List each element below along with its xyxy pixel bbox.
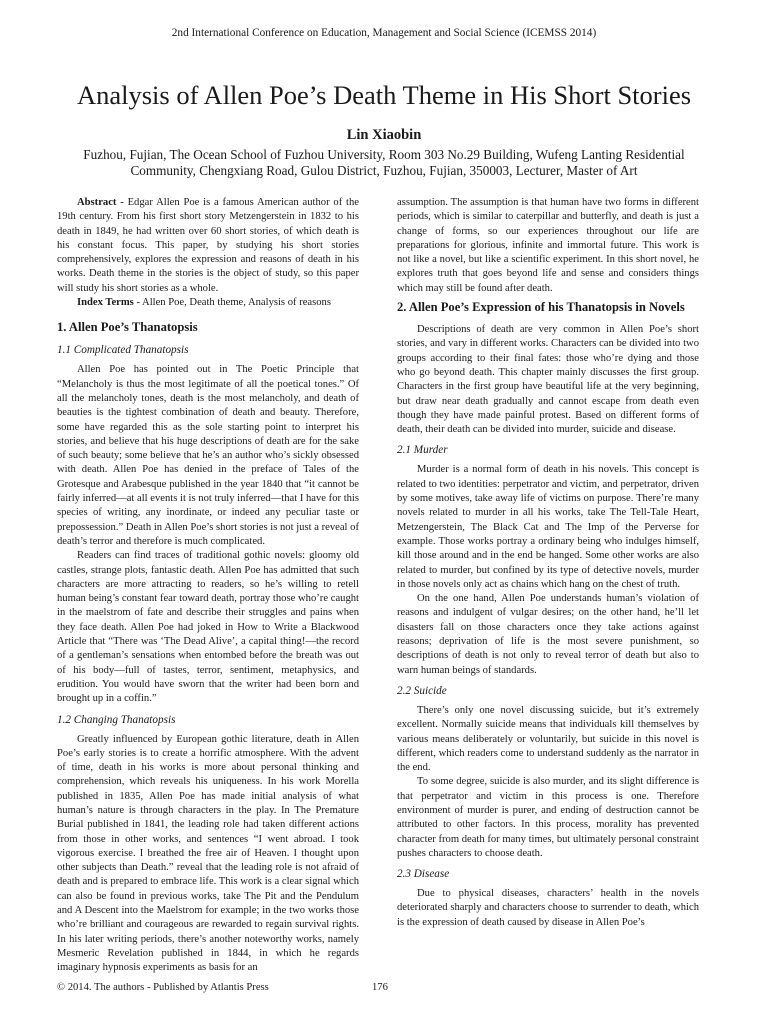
paper-title: Analysis of Allen Poe’s Death Theme in His Short Stories bbox=[76, 80, 692, 110]
body-paragraph: Descriptions of death are very common in Allen Poe’s short stories, and vary in different works. Characters can be divided into two groups according to their final fates: those who’re dying and those who go beyond death. This chapter mainly discusses the first group. Characters in the first group have beautiful life at the very beginning, but draw near death gradually and cannot escape from death even though they have made painful protest. Based on different forms of death, their death can be divided into murder, suicide and disease. bbox=[397, 324, 699, 436]
body-paragraph: There’s only one novel discussing suicide, but it’s extremely excellent. Normally suicide means that individuals kill themselves by various means deliberately or voluntarily, but suicide in this novel is different, which readers come to understand suddenly as the narrator in the end. bbox=[397, 704, 699, 774]
author-name: Lin Xiaobin bbox=[346, 127, 422, 143]
index-terms bbox=[57, 296, 359, 310]
body-paragraph: Allen Poe has pointed out in The Poetic Principle that “Melancholy is thus the most legitimate of all the poetical tones.” Of all the melancholy tones, death is the most melancholy, and death of beauties is the tightest combination of death and beauty. Therefore, some have regarded this as the sole starting point to interpret his stories, and believe that his huge descriptions of death are for the sake of such beauty; some believe that he’s an author who’s sickly obsessed with death. Allen Poe has denied in the preface of Tales of the Grotesque and Arabesque published in the year 1840 that “it cannot be fairly inferred—at all events it is not truly inferred—that I have for this species of writing, any inordinate, or indeed any peculiar taste or prepossession.” Death in Allen Poe’s short stories is not just a reveal of death’s terror and therefore is much complicated. bbox=[57, 364, 359, 547]
index-terms-text: - Allen Poe, Death theme, Analysis of reasons bbox=[136, 297, 331, 309]
body-paragraph: assumption. The assumption is that human have two forms in different periods, which is similar to caterpillar and butterfly, and death is just a change of forms, so our experiences throughout our life are preparations for glorious, infinite and immortal future. This work is not like a novel, but like a scientific experiment. In this short novel, he explores truth that goes beyond life and sense and considers things which may still be found after death. bbox=[397, 197, 699, 294]
right-column bbox=[397, 196, 699, 936]
body-paragraph: Greatly influenced by European gothic literature, death in Allen Poe’s early stories is to create a horrific atmosphere. With the advent of time, death in his works is more about personal thinking and comprehension, which reveals his uniqueness. In his work Morella published in 1835, Allen Poe has made initial analysis of what human’s nature is through characters in the play. In The Premature Burial published in 1841, the leading role had taken different actions from those in other works, and sentences “I went abroad. I took vigorous exercise. I breathed the free air of Heaven. I thought upon other subjects than Death.” reveal that the leading role is not afraid of death and is prepared to embrace life. This work is a clear signal which can also be found in previous works, take The Pit and the Pendulum and A Descent into the Maelstrom for example; in the two works those who’re brilliant and courageous are rewarded to regain survival rights. In his later writing periods, there’s another noteworthy works, namely Mesmeric Revelation published in 1844, in which he regards imaginary hypnosis experiments as basis for an bbox=[57, 733, 359, 974]
body-paragraph: Readers can find traces of traditional gothic novels: gloomy old castles, strange plots, fantastic death. Allen Poe has admitted that such characters are more attracting to readers, so he’s willing to retell human being’s constant fear toward death, portray those who’re caught in the maelstrom of fate and describe their struggles and pains when they face death. Allen Poe had joked in How to Write a Blackwood Article that “There was ‘The Dead Alive’, a capital thing!—the record of a gentleman’s sensations when entombed before the breath was out of his body—full of tastes, terror, sentiment, metaphysics, and erudition. You would have sworn that the writer had been born and brought up in a coffin.” bbox=[57, 550, 359, 705]
abstract bbox=[57, 196, 359, 296]
subsection-heading: 2.2 Suicide bbox=[397, 684, 447, 697]
author-affiliation: Fuzhou, Fujian, The Ocean School of Fuzhou University, Room 303 No.29 Building, Wufeng Lanting Residential Community, Chengxiang Road, Gulou District, Fuzhou, Fujian, 350003, Lecturer, Master of Art bbox=[83, 147, 685, 178]
body-paragraph: Due to physical diseases, characters’ health in the novels deteriorated sharply and characters choose to surrender to death, which is the expression of death caused by disease in Allen Poe’s bbox=[397, 888, 699, 928]
body-paragraph: To some degree, suicide is also murder, and its slight difference is that perpetrator and victim in this process is one. Therefore environment of murder is purer, and ending of destruction cannot be attributed to other factors. In this process, morality has prevented character from death for many times, but ultimately personal constraint pushes characters to choose death. bbox=[397, 776, 699, 859]
left-body bbox=[57, 320, 359, 975]
footer-copyright: © 2014. The authors - Published by Atlantis Press bbox=[57, 982, 269, 993]
index-terms-label: Index Terms bbox=[77, 297, 134, 309]
subsection-heading: 1.2 Changing Thanatopsis bbox=[57, 713, 176, 726]
subsection-heading: 2.1 Murder bbox=[397, 444, 448, 457]
body-paragraph: On the one hand, Allen Poe understands human’s violation of reasons and indulgent of vulgar desires; on the other hand, he’ll let disasters fall on those characters once they take actions against reasons; deprivation of life is the most severe punishment, so descriptions of death is not only to reveal terror of death but also to warn human beings of standards. bbox=[397, 593, 699, 676]
running-head: 2nd International Conference on Education, Management and Social Science (ICEMSS 2014) bbox=[171, 27, 597, 39]
left-column bbox=[57, 196, 359, 974]
right-body bbox=[397, 196, 699, 930]
abstract-label: Abstract - bbox=[77, 197, 124, 208]
subsection-heading: 1.1 Complicated Thanatopsis bbox=[57, 344, 189, 357]
page-number: 176 bbox=[372, 982, 388, 993]
section-heading: 1. Allen Poe’s Thanatopsis bbox=[57, 320, 198, 335]
body-paragraph: Murder is a normal form of death in his novels. This concept is related to two identities: perpetrator and victim, and perpetrator, driven by some motives, take away life of victims on purpose. There’re many novels related to murder in all his works, take The Tell-Tale Heart, Metzengerstein, The Black Cat and The Imp of the Perverse for example. Those works portray a ordinary being who indulges himself, kill those around and in the end be hanged. Some other works are also related to murder, but confined by its type of detective novels, murder in those novels only act as chains which hang on the chest of truth. bbox=[397, 464, 699, 590]
subsection-heading: 2.3 Disease bbox=[397, 868, 450, 881]
abstract-text: Edgar Allen Poe is a famous American author of the 19th century. From his first short story Metzengerstein in 1832 to his death in 1849, he had written over 60 short stories, of which death is his constant focus. This paper, by studying his short stories comprehensively, explores the expression and reasons of death in his works. Death theme in the stories is the object of study, so this paper will study his short stories as a whole. bbox=[57, 197, 359, 294]
section-heading: 2. Allen Poe’s Expression of his Thanatopsis in Novels bbox=[397, 300, 685, 315]
